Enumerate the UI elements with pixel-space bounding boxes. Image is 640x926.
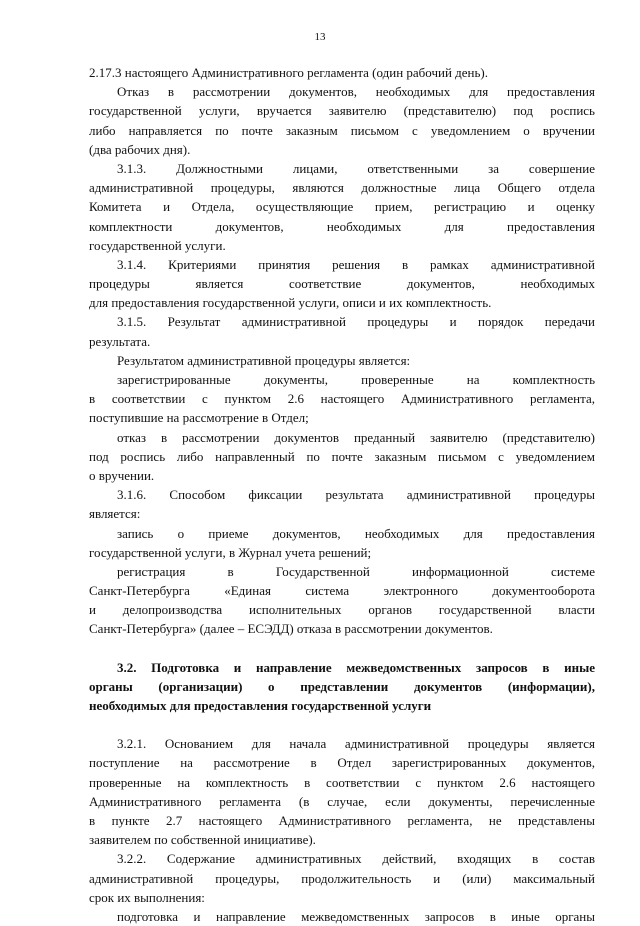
text-line: результата.: [89, 333, 151, 349]
text-line: поступившие на рассмотрение в Отдел;: [89, 410, 309, 426]
text-line: в пункте 2.7 настоящего Административного регламента, не представлены: [89, 812, 595, 828]
text-line: запись о приеме документов, необходимых для предоставления: [117, 525, 595, 541]
text-line: заявителем по собственной инициативе).: [89, 832, 316, 848]
text-line: срок их выполнения:: [89, 889, 205, 905]
text-line: 3.2.1. Основанием для начала административной процедуры является: [117, 736, 595, 752]
text-line: зарегистрированные документы, проверенные на комплектность: [117, 372, 595, 387]
text-line: органы (организации) о представлении документов (информации),: [89, 678, 595, 694]
text-line: государственной услуги, в Журнал учета решений;: [89, 544, 372, 560]
text-line: Результатом административной процедуры является:: [117, 352, 411, 368]
text-line: Санкт-Петербурга» (далее – ЕСЭДД) отказа в рассмотрении документов.: [89, 621, 493, 637]
text-line: государственной услуги, вручается заявителю (представителю) под роспись: [89, 103, 595, 119]
text-line: подготовка и направление межведомственных запросов в иные органы: [117, 908, 595, 924]
text-line: о вручении.: [89, 467, 155, 483]
text-line: комплектности документов, необходимых для предоставления: [89, 218, 595, 234]
spacer: [89, 639, 595, 658]
section-3-1-text: [89, 63, 595, 639]
spacer: [89, 715, 595, 734]
text-line: является:: [89, 506, 141, 522]
text-line: либо направляется по почте заказным письмом с уведомлением о вручении: [89, 122, 595, 138]
text-line: необходимых для предоставления государственной услуги: [89, 698, 432, 713]
text-line: Санкт-Петербурга «Единая система электронного документооборота: [89, 583, 595, 599]
text-line: 3.1.4. Критериями принятия решения в рамках административной: [117, 256, 595, 272]
text-line: административной процедуры, продолжительность и (или) максимальный: [89, 870, 595, 886]
text-line: процедуры является соответствие документов, необходимых: [89, 276, 595, 292]
text-line: (два рабочих дня).: [89, 141, 191, 157]
text-line: государственной услуги.: [89, 237, 226, 253]
text-line: для предоставления государственной услуги, описи и их комплектность.: [89, 295, 492, 311]
section-3-2-text: [89, 734, 595, 926]
page-number: 13: [314, 31, 326, 43]
text-line: Административного регламента (в случае, если документы, перечисленные: [89, 793, 595, 809]
text-line: в соответствии с пунктом 2.6 настоящего Административного регламента,: [89, 391, 595, 407]
text-line: поступление на рассмотрение в Отдел зарегистрированных документов,: [89, 755, 595, 771]
text-line: отказ в рассмотрении документов преданный заявителю (представителю): [117, 429, 595, 445]
text-line: 2.17.3 настоящего Административного регламента (один рабочий день).: [89, 65, 489, 80]
text-line: проверенные на комплектность в соответствии с пунктом 2.6 настоящего: [89, 774, 595, 790]
text-line: Отказ в рассмотрении документов, необходимых для предоставления: [117, 84, 595, 100]
text-line: административной процедуры, являются должностные лица Общего отдела: [89, 180, 595, 196]
text-line: 3.2.2. Содержание административных действий, входящих в состав: [117, 851, 595, 867]
text-line: под роспись либо направленный по почте заказным письмом с уведомлением: [89, 448, 595, 464]
text-line: 3.2. Подготовка и направление межведомственных запросов в иные: [117, 659, 595, 675]
text-line: Комитета и Отдела, осуществляющие прием, регистрацию и оценку: [89, 199, 595, 215]
text-line: 3.1.6. Способом фиксации результата административной процедуры: [117, 487, 595, 503]
text-line: 3.1.5. Результат административной процедуры и порядок передачи: [117, 314, 595, 330]
page-content: [89, 63, 595, 926]
text-line: 3.1.3. Должностными лицами, ответственными за совершение: [117, 160, 595, 176]
text-line: регистрация в Государственной информационной системе: [117, 563, 595, 579]
text-line: и делопроизводства исполнительных органов государственной власти: [89, 602, 595, 618]
section-3-2-heading: [89, 658, 595, 716]
